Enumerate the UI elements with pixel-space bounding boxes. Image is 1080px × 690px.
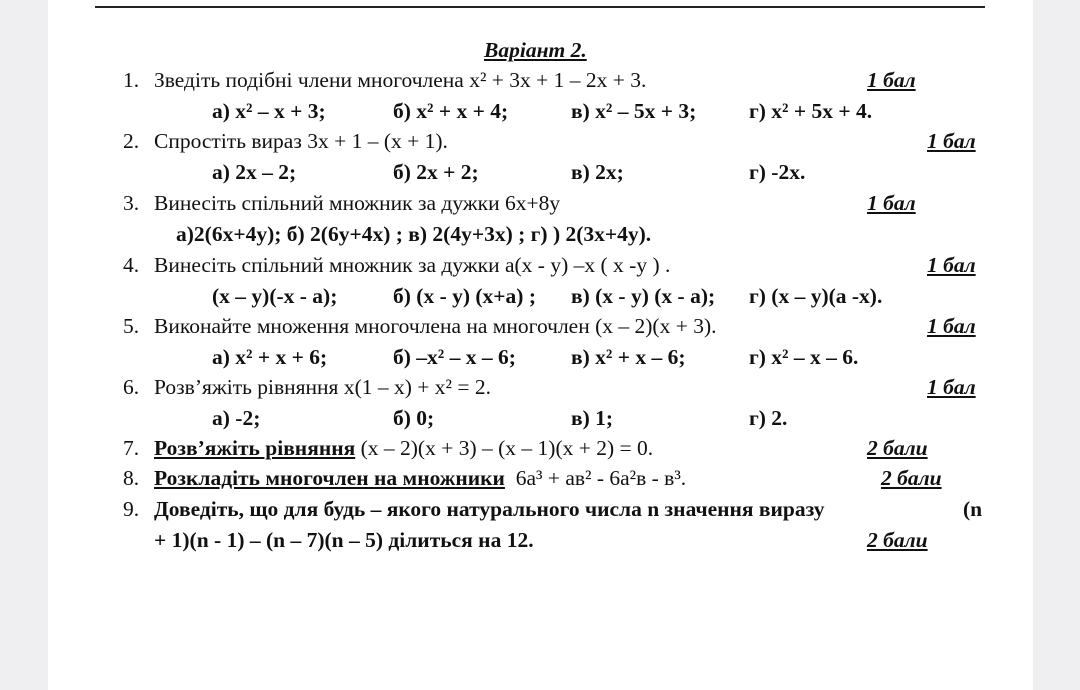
top-divider bbox=[95, 6, 985, 8]
q9-number: 9. bbox=[123, 497, 140, 521]
q9-line2: + 1)(n - 1) – (n – 7)(n – 5) ділиться на 12. bbox=[154, 528, 534, 552]
q7-lead: Розв’яжіть рівняння bbox=[154, 436, 356, 460]
q1-option-a: а) x² – x + 3; bbox=[212, 99, 326, 123]
q3-text: Винесіть спільний множник за дужки 6х+8у bbox=[154, 191, 561, 215]
q5-option-c: в) x² + x – 6; bbox=[571, 345, 686, 369]
q1-option-c: в) x² – 5x + 3; bbox=[571, 99, 697, 123]
q5-number: 5. bbox=[123, 314, 140, 338]
q6-text: Розв’яжіть рівняння x(1 – x) + x² = 2. bbox=[154, 375, 491, 399]
q3-options: а)2(6х+4у); б) 2(6у+4х) ; в) 2(4у+3х) ; г) ) 2(3х+4у). bbox=[176, 222, 652, 246]
q4-points: 1 бал bbox=[927, 253, 976, 277]
q6-option-a: а) -2; bbox=[212, 406, 261, 430]
q8-line bbox=[154, 465, 686, 491]
q8-number: 8. bbox=[123, 466, 140, 490]
q1-number: 1. bbox=[123, 68, 140, 92]
q5-text: Виконайте множення многочлена на многочлен (x – 2)(x + 3). bbox=[154, 314, 717, 338]
q5-option-a: а) x² + x + 6; bbox=[212, 345, 328, 369]
q2-number: 2. bbox=[123, 129, 140, 153]
q6-option-c: в) 1; bbox=[571, 406, 614, 430]
q9-points: 2 бали bbox=[867, 528, 928, 552]
q1-option-b: б) x² + x + 4; bbox=[393, 99, 509, 123]
q1-option-d: г) x² + 5x + 4. bbox=[749, 99, 873, 123]
q1-text: Зведіть подібні члени многочлена x² + 3x + 1 – 2x + 3. bbox=[154, 68, 647, 92]
q4-number: 4. bbox=[123, 253, 140, 277]
q6-points: 1 бал bbox=[927, 375, 976, 399]
q4-option-d: г) (х – у)(а -х). bbox=[749, 284, 883, 308]
q2-text: Спростіть вираз 3x + 1 – (x + 1). bbox=[154, 129, 448, 153]
q6-option-b: б) 0; bbox=[393, 406, 435, 430]
q4-text: Винесіть спільний множник за дужки а(х - у) –х ( х -у ) . bbox=[154, 253, 671, 277]
q2-option-d: г) -2x. bbox=[749, 160, 806, 184]
q4-option-c: в) (х - у) (х - а); bbox=[571, 284, 716, 308]
q7-points: 2 бали bbox=[867, 436, 928, 460]
q8-expression: 6а³ + ав² - 6а²в - в³. bbox=[515, 466, 687, 490]
q5-points: 1 бал bbox=[927, 314, 976, 338]
q8-points: 2 бали bbox=[881, 466, 942, 490]
q8-lead: Розкладіть многочлен на множники bbox=[154, 466, 505, 490]
q1-points: 1 бал bbox=[867, 68, 916, 92]
q7-number: 7. bbox=[123, 436, 140, 460]
q4-option-a: (х – у)(-х - а); bbox=[212, 284, 338, 308]
q3-points: 1 бал bbox=[867, 191, 916, 215]
q2-option-a: а) 2x – 2; bbox=[212, 160, 297, 184]
q7-line bbox=[154, 435, 653, 461]
q7-equation: (x – 2)(x + 3) – (x – 1)(x + 2) = 0. bbox=[360, 436, 654, 460]
q9-line1: Доведіть, що для будь – якого натурального числа n значення виразу bbox=[154, 497, 825, 521]
q6-number: 6. bbox=[123, 375, 140, 399]
q2-points: 1 бал bbox=[927, 129, 976, 153]
q4-option-b: б) (х - у) (х+а) ; bbox=[393, 284, 536, 308]
q5-option-b: б) –x² – x – 6; bbox=[393, 345, 516, 369]
q5-option-d: г) x² – x – 6. bbox=[749, 345, 859, 369]
q3-number: 3. bbox=[123, 191, 140, 215]
q2-option-c: в) 2x; bbox=[571, 160, 624, 184]
document-page bbox=[48, 0, 1033, 690]
variant-title: Варіант 2. bbox=[484, 38, 587, 62]
q6-option-d: г) 2. bbox=[749, 406, 788, 430]
q9-line1-end: (n bbox=[963, 497, 983, 521]
q2-option-b: б) 2x + 2; bbox=[393, 160, 479, 184]
